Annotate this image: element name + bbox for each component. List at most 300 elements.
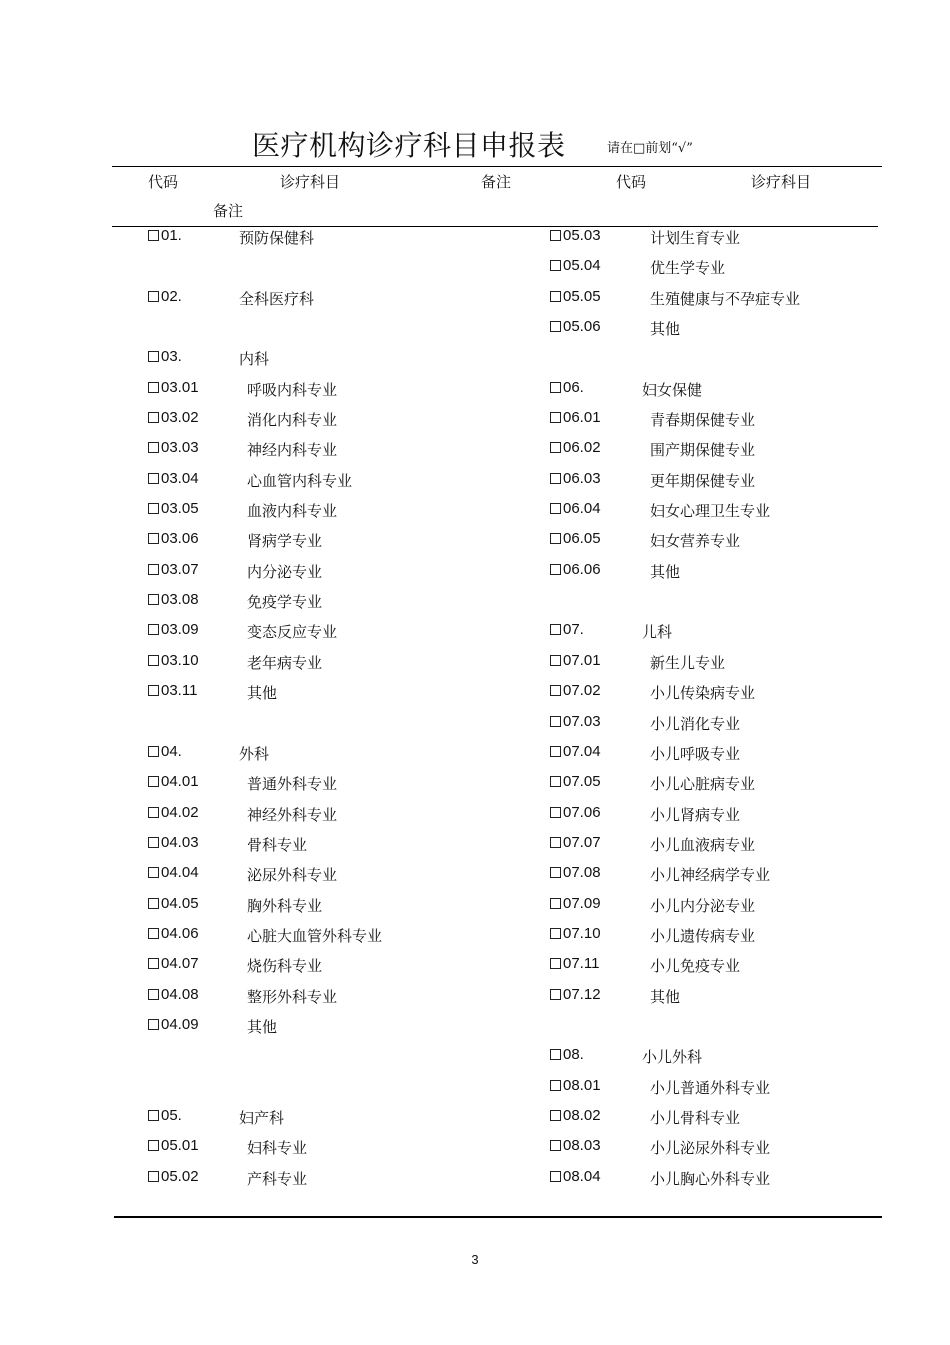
checkbox-icon[interactable] (148, 928, 159, 939)
checkbox-icon[interactable] (550, 746, 561, 757)
code-text: 07.09 (563, 894, 601, 912)
code-text: 06.05 (563, 530, 601, 548)
subject-name: 消化内科专业 (247, 411, 338, 430)
subject-code (550, 1137, 601, 1154)
subject-code (550, 409, 601, 426)
subject-code (148, 288, 182, 305)
subject-code (148, 773, 199, 790)
subject-code (550, 439, 601, 456)
list-item (550, 405, 870, 435)
checkbox-icon[interactable] (148, 898, 159, 909)
subject-name: 妇产科 (239, 1108, 285, 1127)
header-subject-left: 诊疗科目 (280, 173, 341, 191)
checkbox-icon[interactable] (148, 746, 159, 757)
subject-code (550, 1077, 601, 1094)
checkbox-icon[interactable] (148, 958, 159, 969)
subject-code (148, 561, 199, 578)
code-text: 06.03 (563, 469, 601, 487)
checkbox-icon[interactable] (148, 1019, 159, 1030)
subject-name: 心脏大血管外科专业 (247, 926, 383, 945)
checkbox-icon[interactable] (148, 1140, 159, 1151)
code-text: 08.02 (563, 1106, 601, 1124)
subject-code (148, 834, 199, 851)
subject-name: 内分泌专业 (247, 562, 323, 581)
code-text: 07.04 (563, 742, 601, 760)
subject-code (148, 1107, 182, 1124)
checkbox-icon[interactable] (550, 655, 561, 666)
checkbox-icon[interactable] (148, 533, 159, 544)
subject-code (148, 379, 199, 396)
header-remark-right: 备注 (213, 202, 244, 220)
subject-code (148, 409, 199, 426)
list-item (550, 678, 870, 708)
code-text: 03.01 (161, 378, 199, 396)
subject-code (148, 682, 197, 699)
left-column (148, 223, 528, 1194)
checkbox-icon[interactable] (550, 624, 561, 635)
checkbox-icon[interactable] (550, 928, 561, 939)
code-text: 05.06 (563, 318, 601, 336)
checkbox-icon[interactable] (550, 260, 561, 271)
checkbox-icon[interactable] (550, 1049, 561, 1060)
checkbox-icon[interactable] (148, 230, 159, 241)
list-item (148, 253, 528, 283)
code-text: 04.07 (161, 955, 199, 973)
code-text: 08.01 (563, 1076, 601, 1094)
subject-code (550, 227, 601, 244)
subject-name: 计划生育专业 (650, 229, 741, 247)
code-text: 07.01 (563, 651, 601, 669)
subject-name: 老年病专业 (247, 653, 323, 672)
list-item (148, 435, 528, 465)
checkbox-icon[interactable] (550, 412, 561, 423)
subject-code (148, 864, 199, 881)
subject-name: 骨科专业 (247, 835, 308, 854)
code-text: 05.01 (161, 1137, 199, 1155)
subject-name: 小儿普通外科专业 (650, 1078, 771, 1097)
list-item (550, 709, 870, 739)
subject-name: 内科 (239, 350, 270, 369)
subject-name: 小儿传染病专业 (650, 684, 756, 703)
code-text: 03.07 (161, 560, 199, 578)
subject-code (550, 986, 601, 1003)
subject-code (148, 500, 199, 517)
list-item (148, 951, 528, 981)
code-text: 07.05 (563, 773, 601, 791)
checkbox-icon[interactable] (550, 1140, 561, 1151)
subject-name: 小儿骨科专业 (650, 1108, 741, 1127)
subject-code (550, 925, 601, 942)
checkbox-icon[interactable] (550, 503, 561, 514)
code-text: 04.01 (161, 773, 199, 791)
checkbox-icon[interactable] (148, 503, 159, 514)
code-text: 06.04 (563, 500, 601, 518)
subject-code (550, 1107, 601, 1124)
code-text: 07.10 (563, 924, 601, 942)
list-item (550, 466, 870, 496)
code-text: 08.03 (563, 1137, 601, 1155)
subject-code (550, 682, 601, 699)
list-item (550, 1164, 870, 1194)
subject-code (148, 1137, 199, 1154)
subject-name: 生殖健康与不孕症专业 (650, 289, 801, 308)
list-item (148, 800, 528, 830)
checkbox-icon[interactable] (148, 351, 159, 362)
list-item (550, 1103, 870, 1133)
subject-name: 小儿血液病专业 (650, 835, 756, 854)
subject-name: 更年期保健专业 (650, 471, 756, 490)
code-text: 05.05 (563, 287, 601, 305)
subject-code (148, 439, 199, 456)
code-text: 03. (161, 348, 182, 366)
subject-code (550, 1168, 601, 1185)
subject-code (550, 318, 601, 335)
list-item (148, 830, 528, 860)
list-item (148, 405, 528, 435)
code-text: 07.07 (563, 833, 601, 851)
code-text: 07.11 (563, 955, 600, 973)
list-item (148, 921, 528, 951)
subject-name: 小儿内分泌专业 (650, 896, 756, 915)
code-text: 03.06 (161, 530, 199, 548)
list-item (550, 375, 870, 405)
checkbox-icon[interactable] (148, 291, 159, 302)
subject-code (148, 743, 182, 760)
list-item (148, 344, 528, 374)
checkbox-icon[interactable] (550, 776, 561, 787)
subject-name: 神经内科专业 (247, 441, 338, 460)
list-item (550, 526, 870, 556)
checkbox-icon[interactable] (550, 807, 561, 818)
code-text: 06.02 (563, 439, 601, 457)
checkbox-icon[interactable] (148, 1171, 159, 1182)
subject-name: 其他 (650, 987, 681, 1006)
list-item (550, 253, 870, 283)
subject-name: 围产期保健专业 (650, 441, 756, 460)
subject-name: 小儿消化专业 (650, 714, 741, 733)
subject-code (148, 1016, 199, 1033)
subject-code (550, 652, 601, 669)
checkbox-icon[interactable] (148, 412, 159, 423)
subject-name: 产科专业 (247, 1169, 308, 1188)
header-code-right: 代码 (616, 173, 647, 191)
list-item (550, 223, 870, 253)
list-item (550, 617, 870, 647)
code-text: 03.03 (161, 439, 199, 457)
list-item (550, 314, 870, 344)
subject-name: 小儿呼吸专业 (650, 744, 741, 763)
checkbox-icon[interactable] (550, 473, 561, 484)
code-text: 03.09 (161, 621, 199, 639)
code-text: 04.02 (161, 803, 199, 821)
code-text: 07.03 (563, 712, 601, 730)
code-text: 04.04 (161, 864, 199, 882)
list-item (148, 709, 528, 739)
list-item (148, 1103, 528, 1133)
checkbox-icon[interactable] (550, 837, 561, 848)
checkbox-icon[interactable] (550, 321, 561, 332)
code-text: 04.03 (161, 833, 199, 851)
list-item (550, 1133, 870, 1163)
code-text: 03.11 (161, 682, 198, 700)
subject-code (148, 227, 182, 244)
subject-name: 小儿免疫专业 (650, 957, 741, 976)
checkbox-icon[interactable] (550, 958, 561, 969)
subject-name: 妇女营养专业 (650, 532, 741, 551)
list-item (550, 1042, 870, 1072)
code-text: 04.09 (161, 1015, 199, 1033)
subject-code (148, 348, 182, 365)
subject-code (550, 804, 601, 821)
subject-code (550, 834, 601, 851)
subject-name: 肾病学专业 (247, 532, 323, 551)
subject-name: 小儿心脏病专业 (650, 775, 756, 794)
subject-name: 烧伤科专业 (247, 957, 323, 976)
form-title: 医疗机构诊疗科目申报表 (252, 129, 566, 162)
checkbox-icon[interactable] (550, 442, 561, 453)
subject-name: 青春期保健专业 (650, 411, 756, 430)
code-text: 05.04 (563, 257, 601, 275)
subject-code (550, 257, 601, 274)
checkbox-icon[interactable] (148, 685, 159, 696)
code-text: 08. (563, 1046, 584, 1064)
code-text: 03.04 (161, 469, 199, 487)
checkbox-icon[interactable] (148, 867, 159, 878)
subject-code (148, 470, 199, 487)
subject-code (148, 1168, 199, 1185)
subject-name: 免疫学专业 (247, 593, 323, 612)
checkbox-icon[interactable] (550, 989, 561, 1000)
code-text: 04.06 (161, 924, 199, 942)
list-item (550, 1073, 870, 1103)
subject-code (550, 864, 601, 881)
subject-name: 小儿遗传病专业 (650, 926, 756, 945)
subject-code (550, 561, 601, 578)
list-item (148, 466, 528, 496)
code-text: 02. (161, 287, 182, 305)
checkbox-icon[interactable] (550, 533, 561, 544)
subject-name: 其他 (650, 320, 681, 339)
subject-code (550, 743, 601, 760)
subject-name: 全科医疗科 (239, 289, 315, 308)
code-text: 03.08 (161, 591, 199, 609)
code-text: 08.04 (563, 1167, 601, 1185)
list-item (550, 982, 870, 1012)
subject-name: 小儿泌尿外科专业 (650, 1139, 771, 1158)
checkbox-icon[interactable] (550, 291, 561, 302)
right-column (550, 223, 870, 1194)
subject-code (148, 804, 199, 821)
code-text: 03.10 (161, 651, 199, 669)
subject-name: 小儿外科 (642, 1048, 703, 1067)
list-item (550, 830, 870, 860)
code-text: 06. (563, 378, 584, 396)
subject-name: 预防保健科 (239, 229, 315, 247)
list-item (148, 1073, 528, 1103)
checkbox-icon[interactable] (148, 989, 159, 1000)
checkbox-icon[interactable] (148, 594, 159, 605)
code-text: 04.05 (161, 894, 199, 912)
checkbox-icon[interactable] (148, 807, 159, 818)
subject-code (550, 713, 601, 730)
subject-name: 其他 (247, 1017, 278, 1036)
list-item (148, 982, 528, 1012)
subject-code (550, 500, 601, 517)
checkbox-icon[interactable] (550, 867, 561, 878)
subject-name: 儿科 (642, 623, 673, 642)
code-text: 01. (161, 227, 182, 244)
list-item (148, 587, 528, 617)
list-item (148, 678, 528, 708)
header-remark-left: 备注 (481, 173, 512, 191)
subject-code (550, 379, 584, 396)
checkbox-icon[interactable] (550, 716, 561, 727)
checkbox-icon[interactable] (148, 382, 159, 393)
list-item (148, 284, 528, 314)
list-item (148, 526, 528, 556)
code-text: 05. (161, 1106, 182, 1124)
subject-code (550, 621, 584, 638)
subject-code (550, 470, 601, 487)
list-item (148, 739, 528, 769)
subject-name: 呼吸内科专业 (247, 380, 338, 399)
list-item (550, 769, 870, 799)
list-item (550, 557, 870, 587)
checkbox-icon[interactable] (148, 442, 159, 453)
list-item (550, 435, 870, 465)
subject-code (550, 895, 601, 912)
checkbox-icon[interactable] (148, 776, 159, 787)
subject-code (148, 621, 199, 638)
subject-name: 小儿肾病专业 (650, 805, 741, 824)
checkbox-icon[interactable] (550, 1110, 561, 1121)
code-text: 07.08 (563, 864, 601, 882)
list-item (550, 648, 870, 678)
subject-name: 胸外科专业 (247, 896, 323, 915)
code-text: 04. (161, 742, 182, 760)
subject-code (550, 773, 601, 790)
checkbox-icon[interactable] (550, 382, 561, 393)
checkbox-icon[interactable] (550, 1080, 561, 1091)
list-item (148, 223, 528, 253)
subject-name: 其他 (650, 562, 681, 581)
subject-name: 外科 (239, 744, 270, 763)
header-code-left: 代码 (148, 173, 179, 191)
checkbox-icon[interactable] (550, 685, 561, 696)
subject-code (148, 925, 199, 942)
checkbox-icon[interactable] (550, 230, 561, 241)
list-item (148, 769, 528, 799)
code-text: 05.02 (161, 1167, 199, 1185)
subject-code (148, 652, 199, 669)
page-number: 3 (471, 1252, 479, 1267)
list-item (550, 951, 870, 981)
subject-name: 妇科专业 (247, 1139, 308, 1158)
subject-code (550, 1046, 584, 1063)
subject-name: 泌尿外科专业 (247, 866, 338, 885)
checkbox-icon[interactable] (550, 564, 561, 575)
instruction-note: 请在□前划“√” (607, 141, 693, 156)
code-text: 07. (563, 621, 584, 639)
subject-name: 神经外科专业 (247, 805, 338, 824)
list-item (148, 860, 528, 890)
checkbox-icon[interactable] (550, 1171, 561, 1182)
code-text: 03.02 (161, 409, 199, 427)
subject-name: 心血管内科专业 (247, 471, 353, 490)
subject-code (550, 288, 601, 305)
subject-name: 血液内科专业 (247, 502, 338, 521)
code-text: 03.05 (161, 500, 199, 518)
checkbox-icon[interactable] (550, 898, 561, 909)
list-item (148, 1133, 528, 1163)
subject-name: 优生学专业 (650, 259, 726, 278)
code-text: 06.06 (563, 560, 601, 578)
subject-name: 变态反应专业 (247, 623, 338, 642)
subject-name: 妇女心理卫生专业 (650, 502, 771, 521)
list-item (550, 284, 870, 314)
list-item (550, 344, 870, 374)
subject-name: 普通外科专业 (247, 775, 338, 794)
list-item (148, 375, 528, 405)
subject-code (148, 591, 199, 608)
subject-name: 整形外科专业 (247, 987, 338, 1006)
checkbox-icon[interactable] (148, 655, 159, 666)
list-item (148, 891, 528, 921)
subject-name: 小儿胸心外科专业 (650, 1169, 771, 1188)
list-item (148, 1042, 528, 1072)
subject-name: 小儿神经病学专业 (650, 866, 771, 885)
header-subject-right: 诊疗科目 (751, 173, 812, 191)
checkbox-icon[interactable] (148, 564, 159, 575)
subject-code (148, 955, 199, 972)
code-text: 06.01 (563, 409, 601, 427)
header-top-rule (112, 166, 882, 167)
footer-rule (114, 1216, 882, 1218)
subject-code (148, 530, 199, 547)
subject-code (148, 986, 199, 1003)
subject-name: 其他 (247, 684, 278, 703)
checkbox-icon[interactable] (148, 837, 159, 848)
list-item (550, 921, 870, 951)
list-item (148, 557, 528, 587)
list-item (148, 496, 528, 526)
list-item (550, 1012, 870, 1042)
list-item (148, 1012, 528, 1042)
code-text: 07.06 (563, 803, 601, 821)
list-item (550, 496, 870, 526)
list-item (550, 800, 870, 830)
subject-name: 新生儿专业 (650, 653, 726, 672)
code-text: 05.03 (563, 227, 601, 244)
list-item (148, 648, 528, 678)
list-item (550, 739, 870, 769)
list-item (550, 587, 870, 617)
subject-code (148, 895, 199, 912)
list-item (550, 860, 870, 890)
list-item (148, 1164, 528, 1194)
subject-code (550, 530, 601, 547)
checkbox-icon[interactable] (148, 624, 159, 635)
subject-name: 妇女保健 (642, 380, 703, 399)
checkbox-icon[interactable] (148, 1110, 159, 1121)
code-text: 04.08 (161, 985, 199, 1003)
list-item (148, 314, 528, 344)
list-item (148, 617, 528, 647)
code-text: 07.12 (563, 985, 601, 1003)
checkbox-icon[interactable] (148, 473, 159, 484)
list-item (550, 891, 870, 921)
subject-code (550, 955, 599, 972)
